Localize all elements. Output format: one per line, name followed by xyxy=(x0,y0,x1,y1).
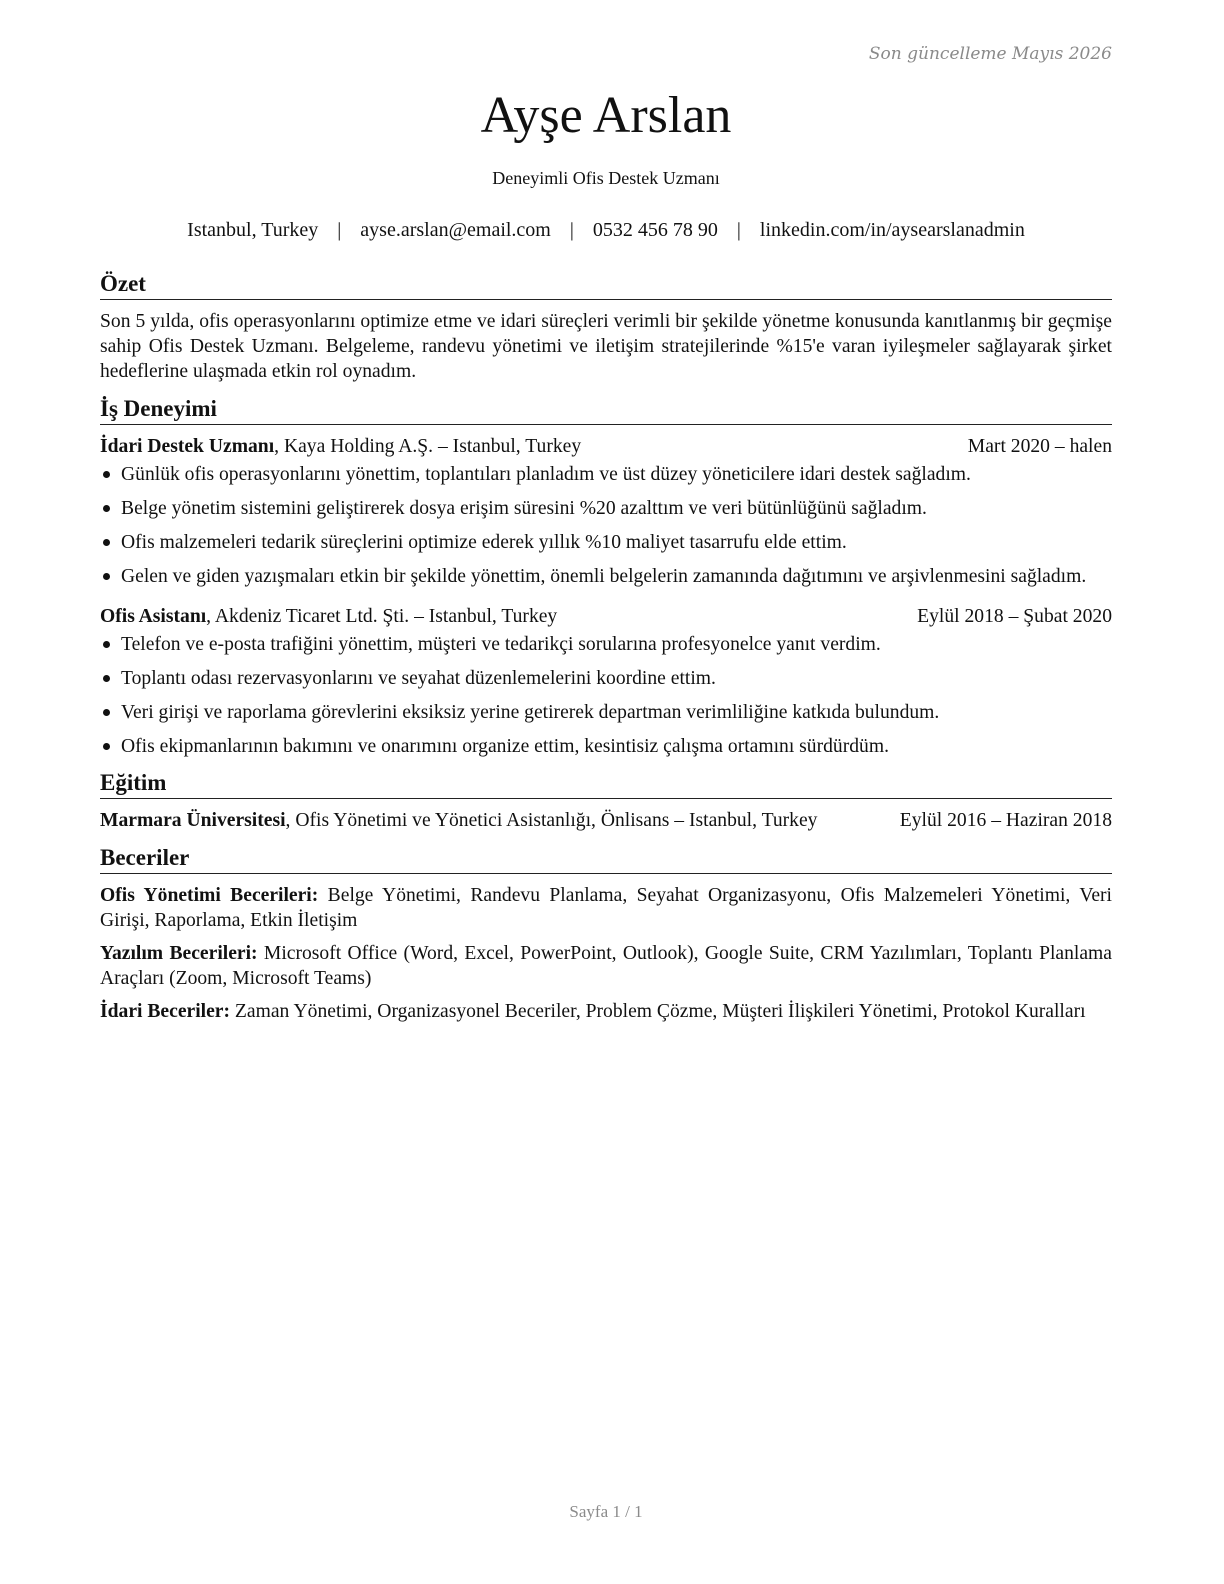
skill-group-label: Ofis Yönetimi Becerileri: xyxy=(100,885,319,906)
job-bullets xyxy=(100,462,1112,589)
bullet-dot-icon xyxy=(103,743,110,750)
education-entry xyxy=(100,808,1112,833)
bullet-text: Belge yönetim sistemini geliştirerek dosya erişim süresini %20 azalttım ve veri bütünlüğünü sağladım. xyxy=(121,498,927,519)
job-role: Ofis Asistanı xyxy=(100,606,207,627)
bullet-item xyxy=(100,632,1112,657)
bullet-item xyxy=(100,530,1112,555)
skill-group-text: Zaman Yönetimi, Organizasyonel Beceriler, Problem Çözme, Müşteri İlişkileri Yönetimi, Protokol Kuralları xyxy=(230,1001,1086,1022)
section-title-experience: İş Deneyimi xyxy=(100,395,1112,425)
contact-location: Istanbul, Turkey xyxy=(187,219,319,241)
bullet-item xyxy=(100,564,1112,589)
person-name: Ayşe Arslan xyxy=(480,87,732,144)
contact-separator: | xyxy=(337,219,342,241)
bullet-text: Ofis ekipmanlarının bakımını ve onarımını organize ettim, kesintisiz çalışma ortamını sürdürdüm. xyxy=(121,736,889,757)
job-header xyxy=(100,604,1112,629)
job-org: , Kaya Holding A.Ş. – Istanbul, Turkey xyxy=(274,436,582,457)
bullet-text: Telefon ve e-posta trafiğini yönettim, müşteri ve tedarikçi sorularına profesyonelce yanıt verdim. xyxy=(121,634,881,655)
section-title-summary: Özet xyxy=(100,270,1112,300)
section-title-skills: Beceriler xyxy=(100,844,1112,874)
skill-group xyxy=(100,883,1112,933)
education-dates: Eylül 2016 – Haziran 2018 xyxy=(899,810,1112,831)
bullet-text: Ofis malzemeleri tedarik süreçlerini optimize ederek yıllık %10 maliyet tasarrufu elde ettim. xyxy=(121,532,847,553)
bullet-dot-icon xyxy=(103,709,110,716)
bullet-text: Günlük ofis operasyonlarını yönettim, toplantıları planladım ve üst düzey yöneticilere idari destek sağladım. xyxy=(121,464,971,485)
bullet-dot-icon xyxy=(103,675,110,682)
bullet-item xyxy=(100,734,1112,759)
job-bullets xyxy=(100,632,1112,759)
bullet-item xyxy=(100,666,1112,691)
section-title-education: Eğitim xyxy=(100,769,1112,799)
job-dates: Eylül 2018 – Şubat 2020 xyxy=(917,606,1112,627)
contact-linkedin[interactable]: linkedin.com/in/aysearslanadmin xyxy=(759,219,1025,241)
bullet-dot-icon xyxy=(103,573,110,580)
bullet-item xyxy=(100,462,1112,487)
education-line xyxy=(100,808,817,833)
job-title-line xyxy=(100,434,581,459)
page-number: Sayfa 1 / 1 xyxy=(569,1502,643,1521)
bullet-dot-icon xyxy=(103,539,110,546)
contact-email[interactable]: ayse.arslan@email.com xyxy=(360,219,551,241)
bullet-text: Veri girişi ve raporlama görevlerini eksiksiz yerine getirerek departman verimliliğine katkıda bulundum. xyxy=(121,702,940,723)
skill-group-text: Belge Yönetimi, Randevu Planlama, Seyahat Organizasyonu, Ofis Malzemeleri Yönetimi, Veri Girişi, Raporlama, Etkin İletişim xyxy=(100,885,1112,931)
job-title-line xyxy=(100,604,557,629)
contact-phone[interactable]: 0532 456 78 90 xyxy=(592,219,718,241)
skill-group-label: İdari Beceriler: xyxy=(100,1001,231,1022)
resume-body xyxy=(100,270,1112,1032)
headline: Deneyimli Ofis Destek Uzmanı xyxy=(492,168,720,188)
bullet-item xyxy=(100,700,1112,725)
bullet-item xyxy=(100,496,1112,521)
job-entry xyxy=(100,604,1112,759)
skill-group-text: Microsoft Office (Word, Excel, PowerPoint, Outlook), Google Suite, CRM Yazılımları, Toplantı Planlama Araçları (Zoom, Microsoft Teams) xyxy=(100,943,1112,989)
education-detail: , Ofis Yönetimi ve Yönetici Asistanlığı, Önlisans – Istanbul, Turkey xyxy=(285,810,818,831)
summary-text: Son 5 yılda, ofis operasyonlarını optimize etme ve idari süreçleri verimli bir şekilde yönetme konusunda kanıtlanmış bir geçmişe sahip Ofis Destek Uzmanı. Belgeleme, randevu yönetimi ve iletişim stratejilerinde %15'e varan iyileşmeler sağlayarak şirket hedeflerine ulaşmada etkin rol oynadım. xyxy=(100,311,1112,382)
job-header xyxy=(100,434,1112,459)
bullet-text: Gelen ve giden yazışmaları etkin bir şekilde yönettim, önemli belgelerin zamanında dağıtımını ve arşivlenmesini sağladım. xyxy=(121,566,1087,587)
skill-group xyxy=(100,941,1112,991)
job-role: İdari Destek Uzmanı xyxy=(100,436,275,457)
skill-group-label: Yazılım Becerileri: xyxy=(100,943,258,964)
contact-line xyxy=(100,219,1112,242)
bullet-dot-icon xyxy=(103,471,110,478)
job-entry xyxy=(100,434,1112,589)
last-updated: Son güncelleme Mayıs 2026 xyxy=(868,44,1112,64)
bullet-dot-icon xyxy=(103,505,110,512)
bullet-dot-icon xyxy=(103,641,110,648)
education-school: Marmara Üniversitesi xyxy=(100,810,286,831)
bullet-text: Toplantı odası rezervasyonlarını ve seyahat düzenlemelerini koordine ettim. xyxy=(121,668,716,689)
contact-separator: | xyxy=(569,219,574,241)
job-org: , Akdeniz Ticaret Ltd. Şti. – Istanbul, Turkey xyxy=(206,606,558,627)
skill-group xyxy=(100,999,1112,1024)
contact-separator: | xyxy=(736,219,741,241)
job-dates: Mart 2020 – halen xyxy=(967,436,1112,457)
